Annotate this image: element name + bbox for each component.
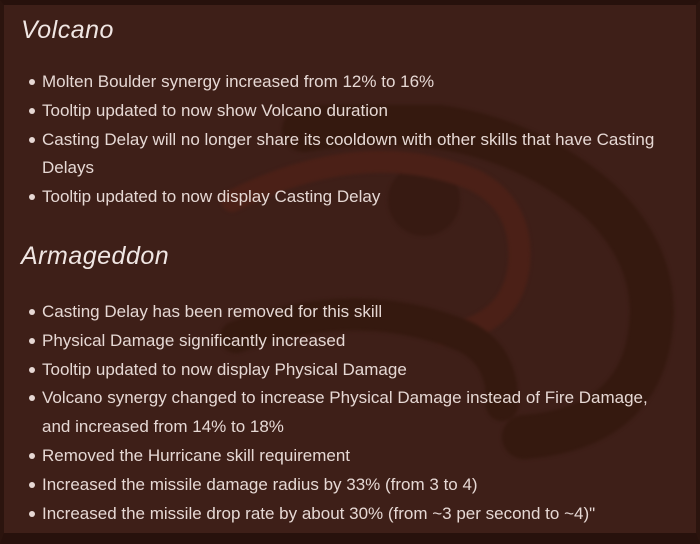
patch-notes-content — [4, 15, 696, 528]
section-title-armageddon: Armageddon — [21, 241, 170, 270]
list-item: Tooltip updated to now display Casting Delay — [42, 183, 660, 212]
list-item: Physical Damage significantly increased — [42, 327, 660, 356]
armageddon-changes-list — [21, 298, 674, 528]
volcano-changes-list — [21, 68, 674, 212]
list-item: Tooltip updated to now display Physical Damage — [42, 356, 660, 385]
list-item: Casting Delay will no longer share its cooldown with other skills that have Casting Delays — [42, 126, 660, 184]
list-item: Volcano synergy changed to increase Physical Damage instead of Fire Damage, and increased from 14% to 18% — [42, 384, 660, 442]
list-item: Casting Delay has been removed for this skill — [42, 298, 660, 327]
list-item: Tooltip updated to now show Volcano duration — [42, 97, 660, 126]
list-item: Removed the Hurricane skill requirement — [42, 442, 660, 471]
list-item: Molten Boulder synergy increased from 12% to 16% — [42, 68, 660, 97]
list-item: Increased the missile damage radius by 33% (from 3 to 4) — [42, 471, 660, 500]
section-title-volcano: Volcano — [21, 16, 114, 44]
list-item: Increased the missile drop rate by about 30% (from ~3 per second to ~4)" — [42, 500, 660, 529]
